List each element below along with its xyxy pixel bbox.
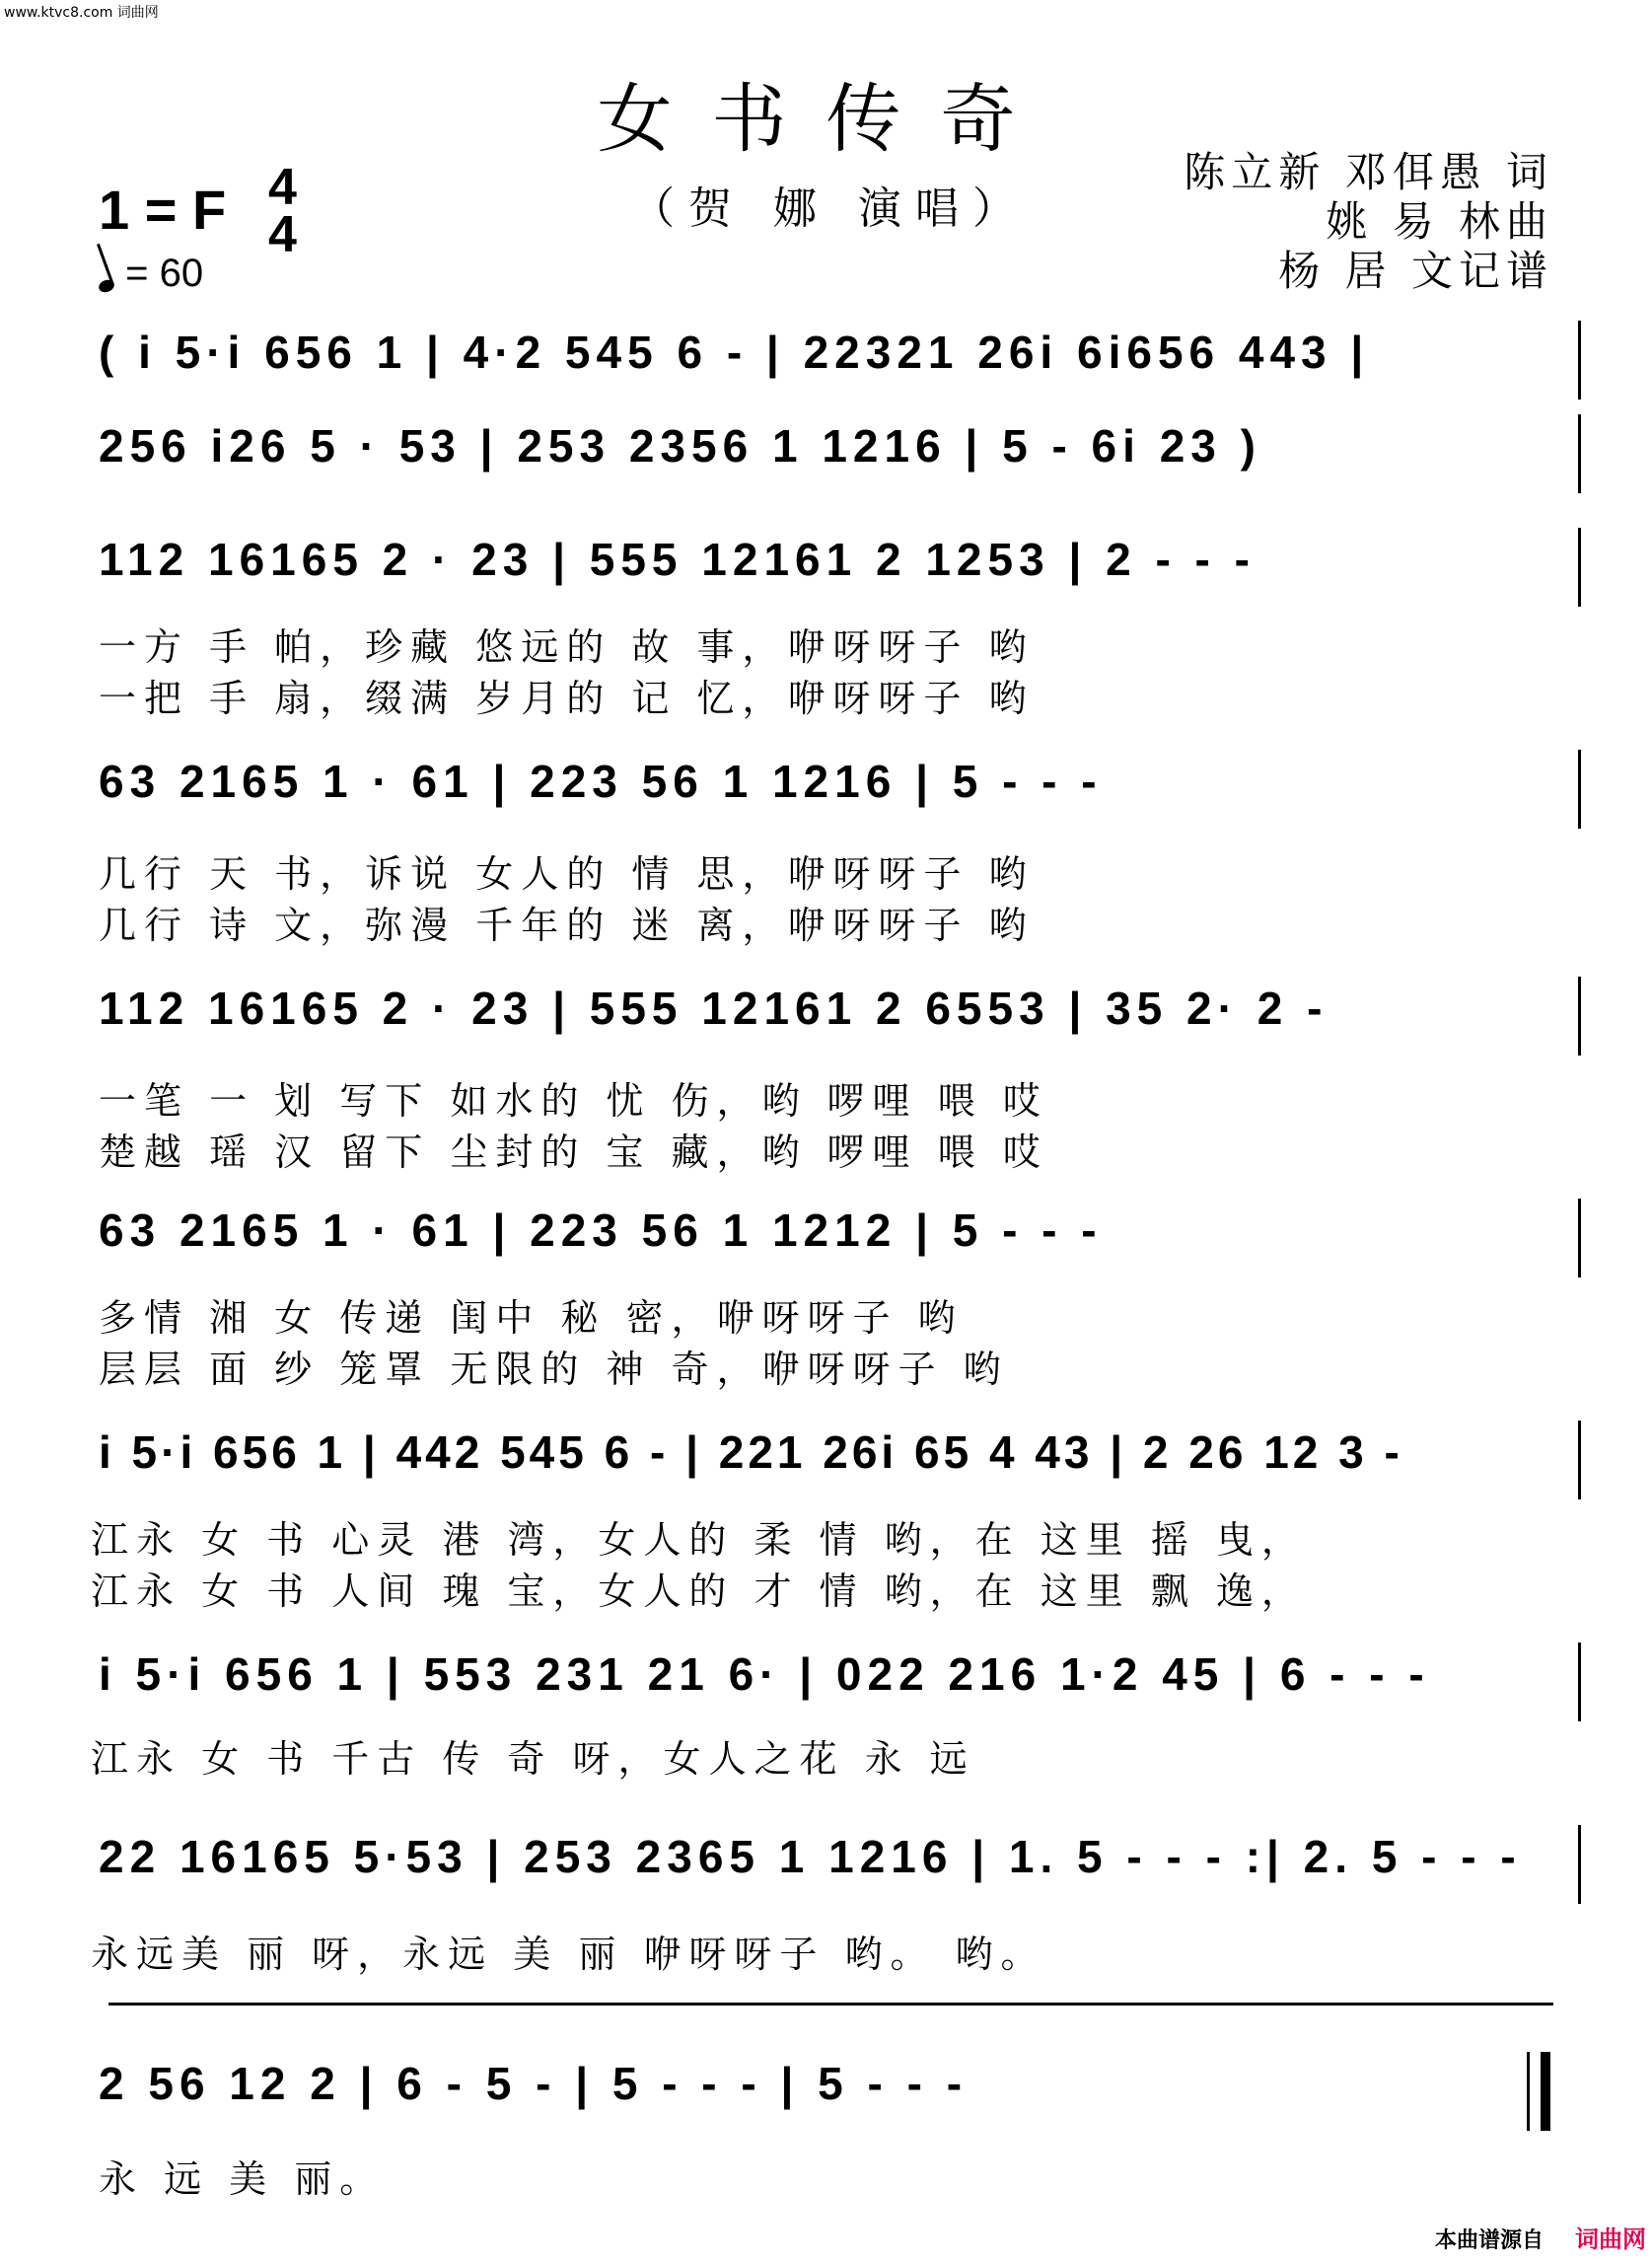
credits xyxy=(1184,148,1553,296)
lyric-line-4b: 几行 诗 文，弥漫 千年的 迷 离，咿呀呀子 哟 xyxy=(99,904,1035,947)
music-line-7: i 5·i 656 1 | 442 545 6 - | 221 26i 65 4 43 | 2 26 12 3 - xyxy=(99,1426,1403,1478)
music-line-3: 112 16165 2 · 23 | 555 12161 2 1253 | 2 - - - xyxy=(99,534,1256,585)
barline xyxy=(1578,1421,1581,1499)
lyric-line-8: 江永 女 书 千古 传 奇 呀，女人之花 永 远 xyxy=(91,1737,975,1781)
lyric-line-5a: 一笔 一 划 写下 如水的 忧 伤，哟 啰哩 喂 哎 xyxy=(99,1079,1048,1123)
footer-source: 本曲谱源自 xyxy=(1434,2228,1544,2253)
lyric-line-6a: 多情 湘 女 传递 闺中 秘 密，咿呀呀子 哟 xyxy=(99,1296,964,1340)
lyric-line-4a: 几行 天 书，诉说 女人的 情 思，咿呀呀子 哟 xyxy=(99,852,1035,896)
music-line-4: 63 2165 1 · 61 | 223 56 1 1216 | 5 - - - xyxy=(99,756,1103,807)
lyric-line-7a: 江永 女 书 心灵 港 湾，女人的 柔 情 哟，在 这里 摇 曳， xyxy=(91,1518,1307,1562)
barline xyxy=(1578,321,1581,400)
music-line-1: ( i 5·i 656 1 | 4·2 545 6 - | 22321 26i 6i656 443 | xyxy=(99,327,1370,378)
time-signature-bottom: 4 xyxy=(268,206,297,263)
time-signature-top: 4 xyxy=(268,159,297,216)
footer-brand[interactable]: 词曲网 xyxy=(1575,2226,1646,2253)
ending-bracket-line xyxy=(108,2003,1553,2006)
lyric-line-10: 永 远 美 丽。 xyxy=(99,2157,386,2201)
barline xyxy=(1578,1199,1581,1277)
lyric-line-5b: 楚越 瑶 汉 留下 尘封的 宝 藏，哟 啰哩 喂 哎 xyxy=(99,1131,1048,1174)
lyric-line-9: 永远美 丽 呀，永远 美 丽 咿呀呀子 哟。 哟。 xyxy=(91,1933,1046,1976)
key-signature: 1 = F xyxy=(99,179,227,241)
barline xyxy=(1578,977,1581,1056)
site-watermark[interactable]: www.ktvc8.com 词曲网 xyxy=(4,5,159,21)
tempo-marking xyxy=(99,252,203,296)
lyric-line-3b: 一把 手 扇，缀满 岁月的 记 忆，咿呀呀子 哟 xyxy=(99,677,1035,720)
quarter-note-icon xyxy=(97,278,115,295)
barline xyxy=(1578,750,1581,829)
barline xyxy=(1578,1825,1581,1904)
lyric-line-3a: 一方 手 帕，珍藏 悠远的 故 事，咿呀呀子 哟 xyxy=(99,625,1035,669)
lyric-line-7b: 江永 女 书 人间 瑰 宝，女人的 才 情 哟，在 这里 飘 逸， xyxy=(91,1569,1307,1613)
music-line-10: 2 56 12 2 | 6 - 5 - | 5 - - - | 5 - - - xyxy=(99,2058,969,2109)
tempo-value: = 60 xyxy=(125,252,204,295)
singer-credit: （贺 娜 演唱） xyxy=(631,183,1030,234)
final-barline-thick xyxy=(1541,2052,1550,2131)
lyricist-credit: 陈立新 邓佴愚 词 xyxy=(1184,148,1553,196)
music-line-2: 256 i26 5 · 53 | 253 2356 1 1216 | 5 - 6i 23 ) xyxy=(99,420,1261,472)
final-barline-thin xyxy=(1527,2052,1530,2131)
music-line-8: i 5·i 656 1 | 553 231 21 6· | 022 216 1·2 45 | 6 - - - xyxy=(99,1648,1430,1700)
lyric-line-6b: 层层 面 纱 笼罩 无限的 神 奇，咿呀呀子 哟 xyxy=(99,1348,1009,1391)
composer-credit: 姚 易 林曲 xyxy=(1326,197,1553,246)
barline xyxy=(1578,414,1581,493)
music-line-9: 22 16165 5·53 | 253 2365 1 1216 | 1. 5 - - - :| 2. 5 - - - xyxy=(99,1831,1522,1882)
barline xyxy=(1578,528,1581,607)
barline xyxy=(1578,1642,1581,1721)
music-line-5: 112 16165 2 · 23 | 555 12161 2 6553 | 35 2· 2 - xyxy=(99,983,1329,1034)
music-line-6: 63 2165 1 · 61 | 223 56 1 1212 | 5 - - - xyxy=(99,1204,1103,1256)
time-signature xyxy=(268,159,297,263)
song-title: 女书传奇 xyxy=(597,75,1055,163)
transcriber-credit: 杨 居 文记谱 xyxy=(1278,247,1553,295)
